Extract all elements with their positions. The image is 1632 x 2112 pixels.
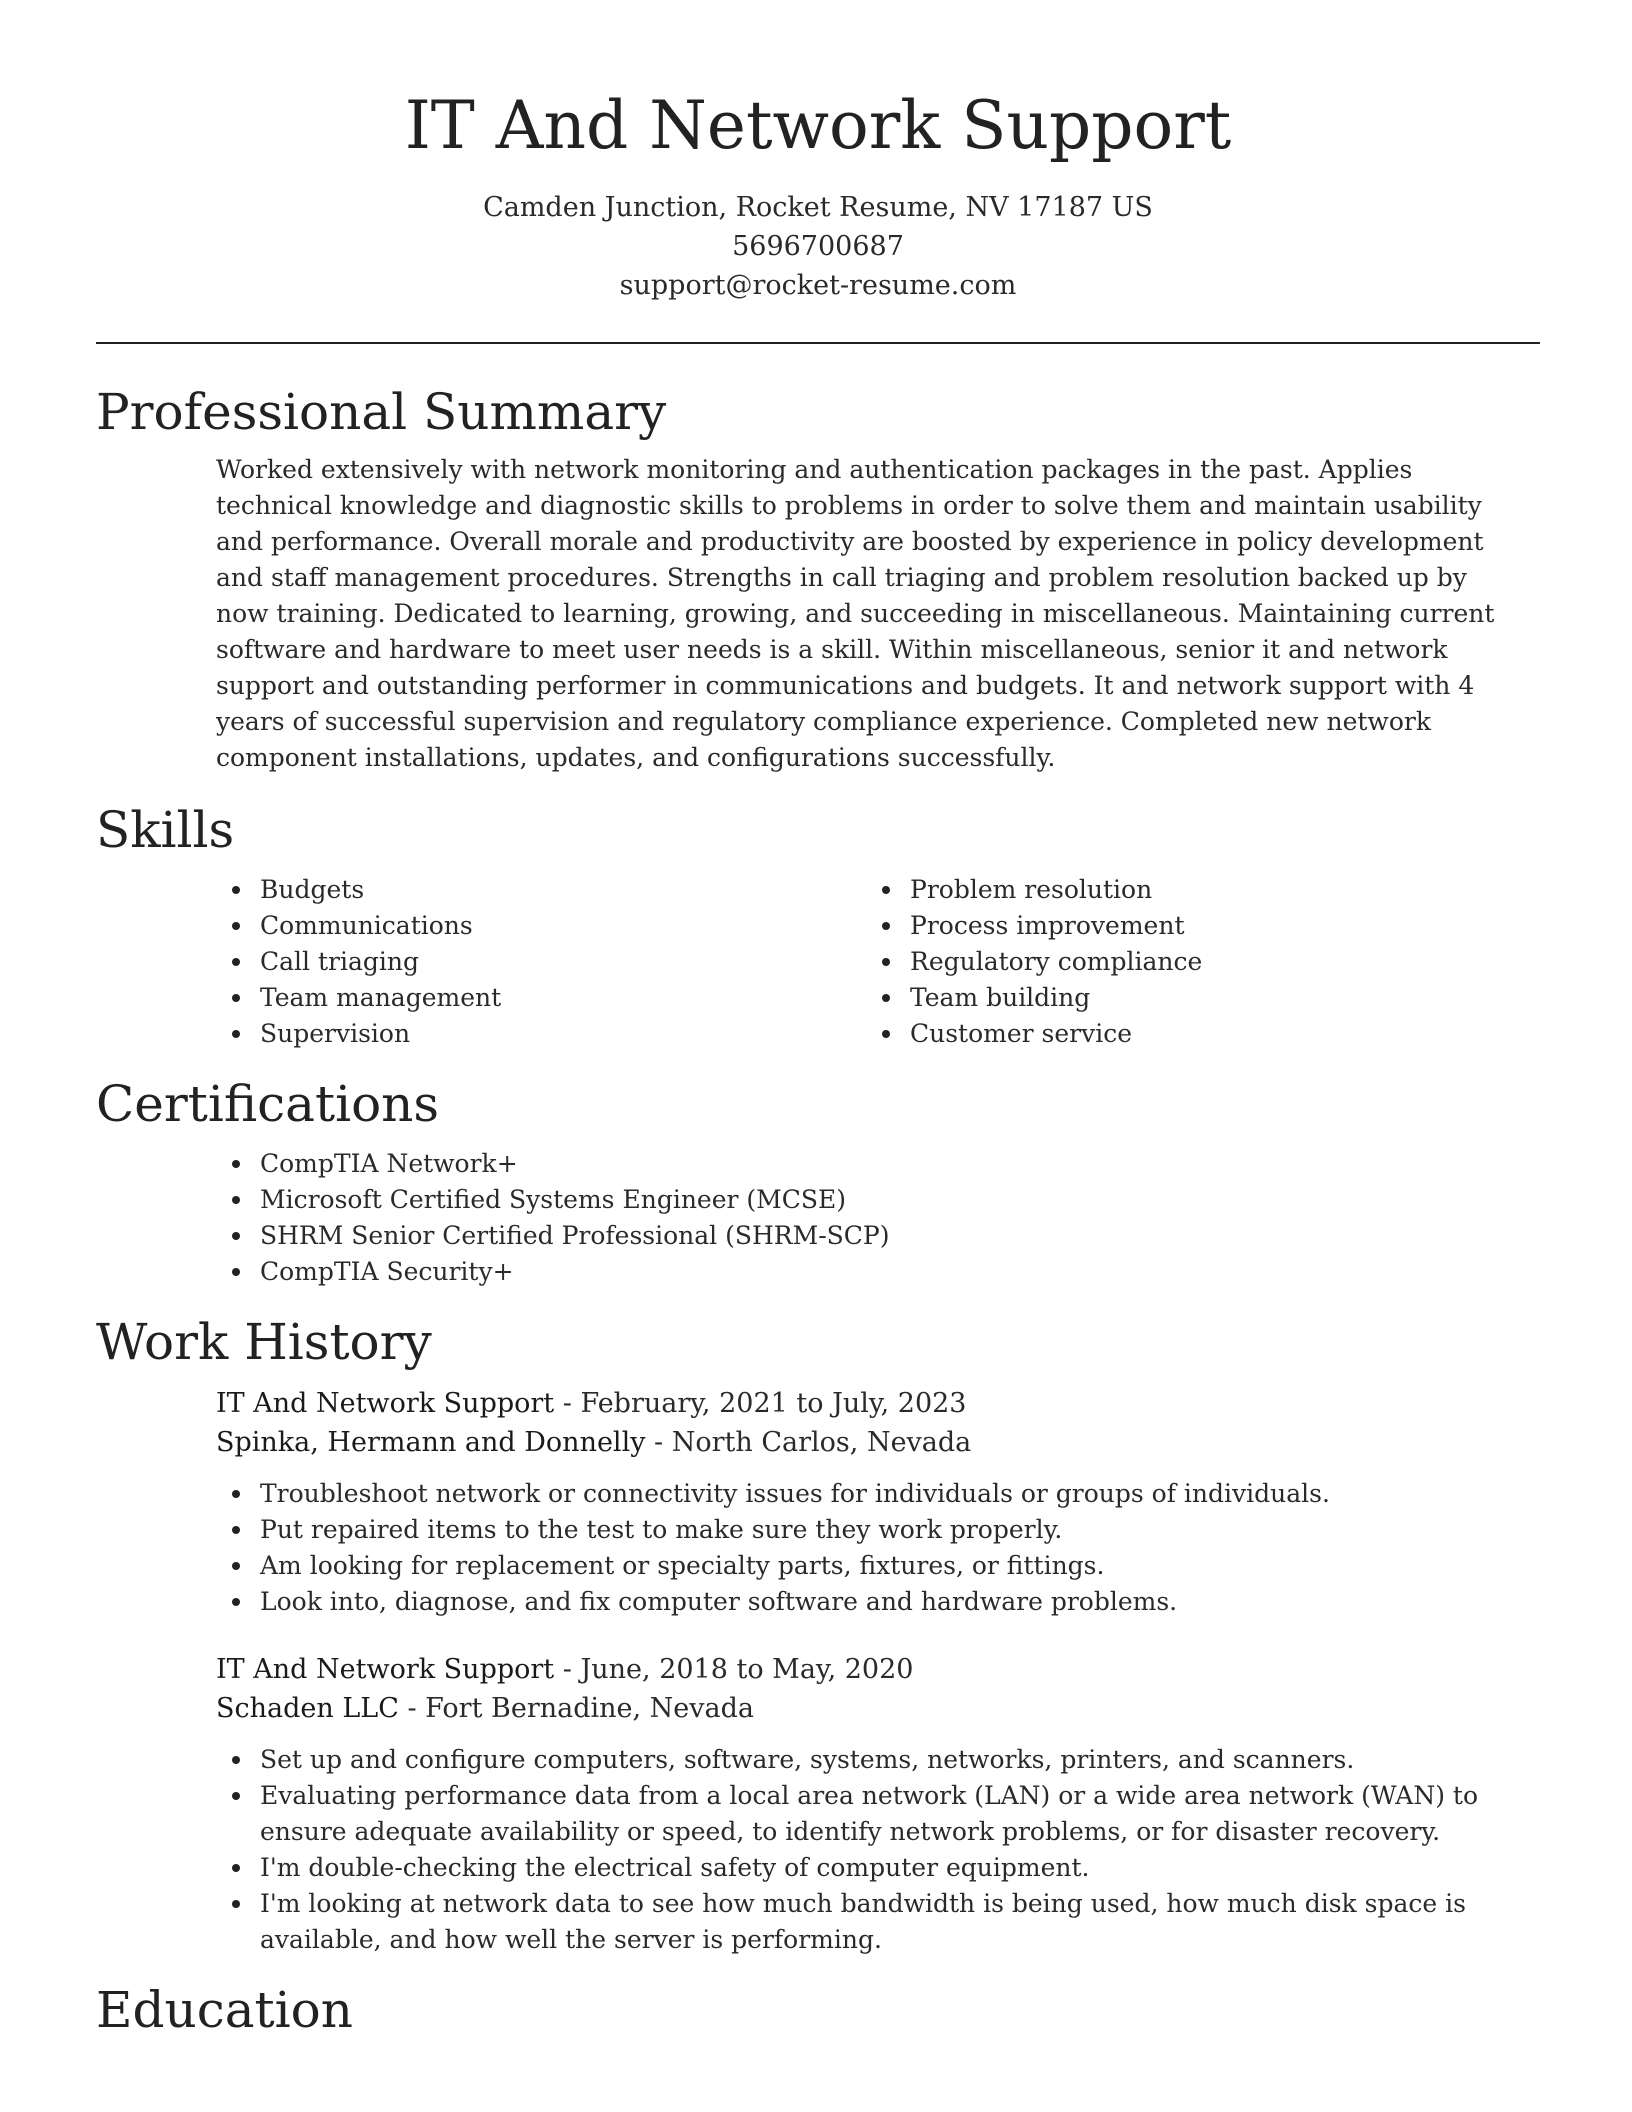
job-duty: Set up and configure computers, software, systems, networks, printers, and scanners. — [216, 1742, 1526, 1778]
bullet-icon — [232, 1526, 240, 1534]
bullet-icon — [232, 1268, 240, 1276]
job-role: IT And Network Support — [216, 1654, 555, 1685]
skill-item: Team management — [216, 980, 866, 1016]
job-dates: - June, 2018 to May, 2020 — [554, 1654, 914, 1685]
summary-section — [216, 452, 1526, 776]
bullet-icon — [232, 1792, 240, 1800]
bullet-icon — [232, 922, 240, 930]
skill-item: Call triaging — [216, 944, 866, 980]
certification-item: CompTIA Network+ — [216, 1146, 1526, 1182]
bullet-icon — [232, 1864, 240, 1872]
certification-item: SHRM Senior Certified Professional (SHRM-SCP) — [216, 1218, 1526, 1254]
summary-heading: Professional Summary — [96, 383, 667, 441]
candidate-name: IT And Network Support — [404, 87, 1232, 164]
skill-item: Team building — [866, 980, 1516, 1016]
job-dates: - February, 2021 to July, 2023 — [554, 1388, 967, 1419]
job-entry — [216, 1384, 1526, 1620]
job-location: - North Carlos, Nevada — [645, 1427, 972, 1458]
bullet-icon — [232, 994, 240, 1002]
skill-item: Supervision — [216, 1016, 866, 1052]
skill-item: Problem resolution — [866, 872, 1516, 908]
job-entry — [216, 1650, 1526, 1958]
resume-header — [96, 0, 1540, 305]
bullet-icon — [882, 886, 890, 894]
work-history-section — [216, 1384, 1526, 1958]
skills-heading: Skills — [96, 801, 235, 859]
contact-phone: 5696700687 — [732, 231, 904, 262]
bullet-icon — [232, 1160, 240, 1168]
job-duty: I'm looking at network data to see how much bandwidth is being used, how much disk space is available, and how well the server is performing. — [216, 1886, 1526, 1958]
education-heading: Education — [96, 1981, 353, 2039]
job-company: Spinka, Hermann and Donnelly — [216, 1427, 646, 1458]
skills-column-left — [216, 872, 866, 1052]
header-divider — [96, 342, 1540, 344]
bullet-icon — [232, 1900, 240, 1908]
work-history-heading: Work History — [96, 1313, 432, 1371]
job-duty: Look into, diagnose, and fix computer software and hardware problems. — [216, 1584, 1526, 1620]
bullet-icon — [232, 1030, 240, 1038]
job-location: - Fort Bernadine, Nevada — [398, 1693, 754, 1724]
skill-item: Budgets — [216, 872, 866, 908]
summary-text: Worked extensively with network monitoring and authentication packages in the past. Applies technical knowledge and diagnostic skills to problems in order to solve them and maintain usability and performance. Overall morale and productivity are boosted by experience in policy development and staff management procedures. Strengths in call triaging and problem resolution backed up by now training. Dedicated to learning, growing, and succeeding in miscellaneous. Maintaining current software and hardware to meet user needs is a skill. Within miscellaneous, senior it and network support and outstanding performer in communications and budgets. It and network support with 4 years of successful supervision and regulatory compliance experience. Completed new network component installations, updates, and configurations successfully. — [216, 455, 1495, 772]
job-duty: Put repaired items to the test to make sure they work properly. — [216, 1512, 1526, 1548]
bullet-icon — [882, 994, 890, 1002]
skill-item: Customer service — [866, 1016, 1516, 1052]
bullet-icon — [232, 1232, 240, 1240]
certifications-heading: Certifications — [96, 1075, 440, 1133]
bullet-icon — [882, 922, 890, 930]
bullet-icon — [882, 1030, 890, 1038]
job-role: IT And Network Support — [216, 1388, 555, 1419]
skill-item: Regulatory compliance — [866, 944, 1516, 980]
job-company-line — [216, 1423, 1526, 1462]
bullet-icon — [232, 1562, 240, 1570]
skills-column-right — [866, 872, 1516, 1052]
bullet-icon — [232, 1196, 240, 1204]
skill-item: Process improvement — [866, 908, 1516, 944]
bullet-icon — [232, 1490, 240, 1498]
job-duty: Am looking for replacement or specialty parts, fixtures, or fittings. — [216, 1548, 1526, 1584]
bullet-icon — [232, 886, 240, 894]
skills-section — [216, 872, 1526, 1052]
job-title-line — [216, 1384, 1526, 1423]
contact-email: support@rocket-resume.com — [619, 270, 1017, 301]
certifications-section — [216, 1146, 1526, 1290]
job-company: Schaden LLC — [216, 1693, 399, 1724]
contact-address: Camden Junction, Rocket Resume, NV 17187 US — [483, 192, 1153, 223]
job-company-line — [216, 1689, 1526, 1728]
bullet-icon — [232, 958, 240, 966]
certification-item: CompTIA Security+ — [216, 1254, 1526, 1290]
bullet-icon — [232, 1598, 240, 1606]
bullet-icon — [882, 958, 890, 966]
bullet-icon — [232, 1756, 240, 1764]
job-duty: Evaluating performance data from a local area network (LAN) or a wide area network (WAN) to ensure adequate availability or speed, to identify network problems, or for disaster recovery. — [216, 1778, 1526, 1850]
skill-item: Communications — [216, 908, 866, 944]
job-title-line — [216, 1650, 1526, 1689]
job-duty: Troubleshoot network or connectivity issues for individuals or groups of individuals. — [216, 1476, 1526, 1512]
job-duty: I'm double-checking the electrical safety of computer equipment. — [216, 1850, 1526, 1886]
certification-item: Microsoft Certified Systems Engineer (MCSE) — [216, 1182, 1526, 1218]
resume-page — [96, 0, 1540, 2040]
